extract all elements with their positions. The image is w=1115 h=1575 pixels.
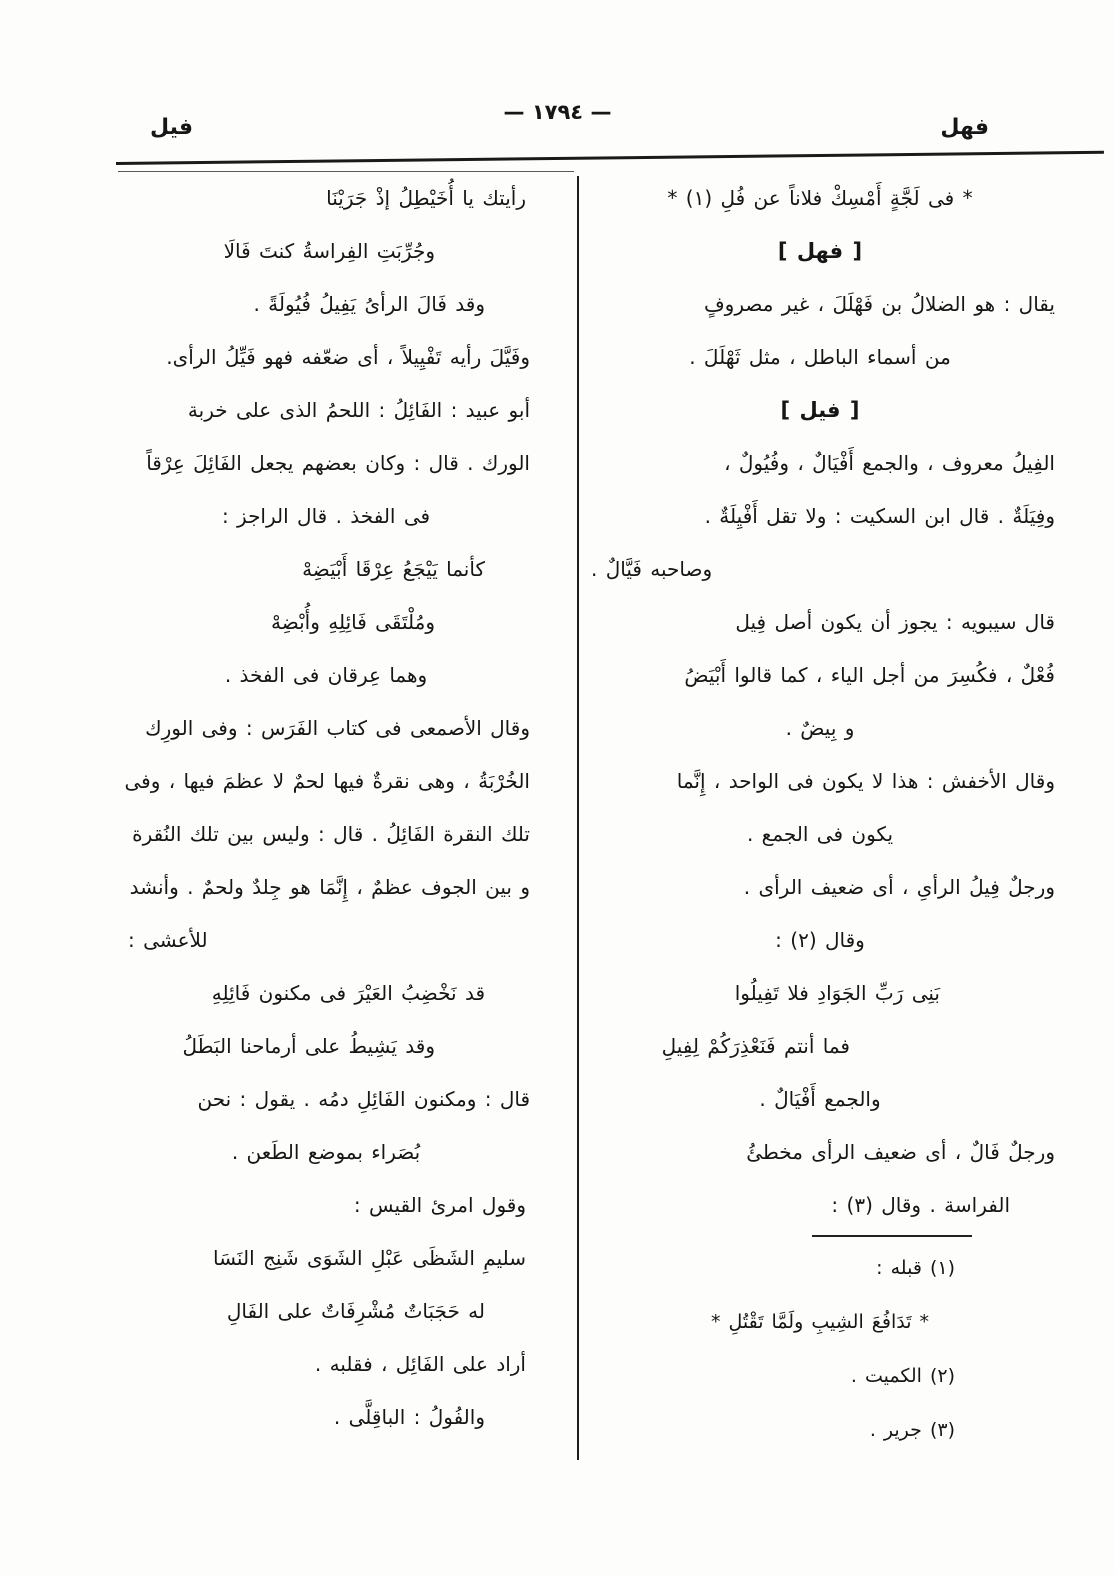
text-line: وقال الأصمعى فى كتاب الفَرَس : وفى الورِك: [145, 716, 530, 740]
text-line: له حَجَبَاتٌ مُشْرِفَاتٌ على الفَالِ: [226, 1299, 485, 1323]
text-line: أراد على الفَائِل ، فقلبه .: [314, 1352, 526, 1376]
header-page-number: — ١٧٩٤ —: [503, 100, 612, 124]
text-line: فُعْلٌ ، فكُسِرَ من أجل الياء ، كما قالوا أَبْيَضُ: [684, 663, 1055, 687]
text-line: وقال (٢) :: [775, 928, 865, 952]
text-line: والفُولُ : الباقِلَّى .: [333, 1405, 485, 1429]
text-line: وفَيَّلَ رأيه تَفْيِيلاً ، أى ضعّفه فهو فَيِّلُ الرأى.: [166, 345, 530, 369]
text-line: [ فهل ]: [777, 239, 863, 263]
footnotes: [585, 1241, 1055, 1457]
text-line: الفراسة . وقال (٣) :: [831, 1193, 1010, 1217]
text-line: تلك النقرة الفَائِلُ . قال : وليس بين تلك النُقرة: [132, 822, 530, 846]
text-line: يكون فى الجمع .: [746, 822, 894, 846]
footnotes-lines: [585, 1241, 1055, 1457]
text-line: ورجلٌ فِيلُ الرأىِ ، أى ضعيف الرأى .: [743, 875, 1055, 899]
text-line: وفِيَلَةٌ . قال ابن السكيت : ولا تقل أَفْيِلَةٌ .: [704, 504, 1055, 528]
text-line: والجمع أَفْيَالٌ .: [759, 1087, 881, 1111]
text-line: من أسماء الباطل ، مثل ثَهْلَلَ .: [689, 345, 951, 369]
text-line: قال : ومكنون الفَائِلِ دمُه . يقول : نحن: [197, 1087, 530, 1111]
left-column-lines: [122, 172, 530, 1444]
text-line: و بين الجوف عظمٌ ، إِنَّمَا هو جِلدٌ ولحمٌ . وأنشد: [129, 875, 530, 899]
header-keyword-right: فهل: [940, 115, 989, 140]
right-column: [585, 172, 1055, 1457]
text-line: فما أنتم فَنَعْذِرَكُمْ لِفِيلِ: [661, 1034, 850, 1058]
text-line: الفِيلُ معروف ، والجمع أَفْيَالٌ ، وفُيُولٌ ،: [724, 451, 1055, 475]
text-line: كأنما يَيْجَعُ عِرْقَا أَبْيَضِهْ: [302, 557, 485, 581]
text-line: (٣) جرير .: [869, 1419, 955, 1441]
text-line: للأعشى :: [128, 928, 208, 952]
text-line: وقال الأخفش : هذا لا يكون فى الواحد ، إِنَّما: [676, 769, 1055, 793]
text-line: ومُلْتَقَى فَائِلِهِ وأُبْضِهْ: [271, 610, 435, 634]
text-line: الورك . قال : وكان بعضهم يجعل الفَائِلَ عِرْقاً: [146, 451, 530, 475]
text-line: و بِيضٌ .: [785, 716, 855, 740]
column-divider: [577, 176, 579, 1460]
text-line: وصاحبه فَيَّالٌ .: [591, 557, 713, 581]
text-line: وجُرِّبَتِ الفِراسةُ كنتَ فَالَا: [223, 239, 435, 263]
text-line: بَنِى رَبِّ الجَوَادِ فلا تَفِيلُوا: [734, 981, 940, 1005]
text-line: أبو عبيد : الفَائِلُ : اللحمُ الذى على خربة: [187, 398, 530, 422]
text-line: يقال : هو الضلالُ بن فَهْلَلَ ، غير مصروفٍ: [703, 292, 1055, 316]
text-line: رأيتك يا أُخَيْطِلُ إذْ جَرَيْنَا: [326, 186, 526, 210]
text-line: * تَدَافُعَ الشِيبِ ولَمَّا تَقْتُلِ *: [710, 1311, 930, 1333]
text-line: الخُرْبَةُ ، وهى نقرةٌ فيها لحمٌ لا عظمَ فيها ، وفى: [124, 769, 530, 793]
text-line: (٢) الكميت .: [850, 1365, 955, 1387]
left-column: [122, 172, 530, 1444]
text-line: وقد يَشِيطُ على أرماحنا البَطَلُ: [182, 1034, 435, 1058]
text-line: قد نَخْضِبُ العَيْرَ فى مكنون فَائِلِهِ: [211, 981, 485, 1005]
footnote-separator: [812, 1235, 972, 1237]
text-line: (١) قبله :: [876, 1257, 955, 1279]
text-line: وقول امرئ القيس :: [353, 1193, 526, 1217]
text-line: فى الفخذ . قال الراجز :: [221, 504, 431, 528]
text-line: [ فيل ]: [780, 398, 860, 422]
text-line: قال سيبويه : يجوز أن يكون أصل فِيل: [735, 610, 1055, 634]
text-line: وهما عِرقان فى الفخذ .: [224, 663, 428, 687]
text-line: وقد فَالَ الرأىُ يَفِيلُ فُيُولَةً .: [253, 292, 485, 316]
text-line: ورجلٌ فَالٌ ، أى ضعيف الرأى مخطئُ: [746, 1140, 1055, 1164]
text-line: بُصَراء بموضع الطَعن .: [231, 1140, 421, 1164]
text-line: سليمِ الشَظَى عَبْلِ الشَوَى شَنِج النَسَا: [213, 1246, 526, 1270]
header-rule: [116, 151, 1104, 165]
text-line: * فى لَجَّةٍ أَمْسِكْ فلاناً عن فُلِ (١) *: [667, 186, 973, 210]
header-keyword-left: فيل: [150, 115, 194, 140]
right-column-lines: [585, 172, 1055, 1232]
